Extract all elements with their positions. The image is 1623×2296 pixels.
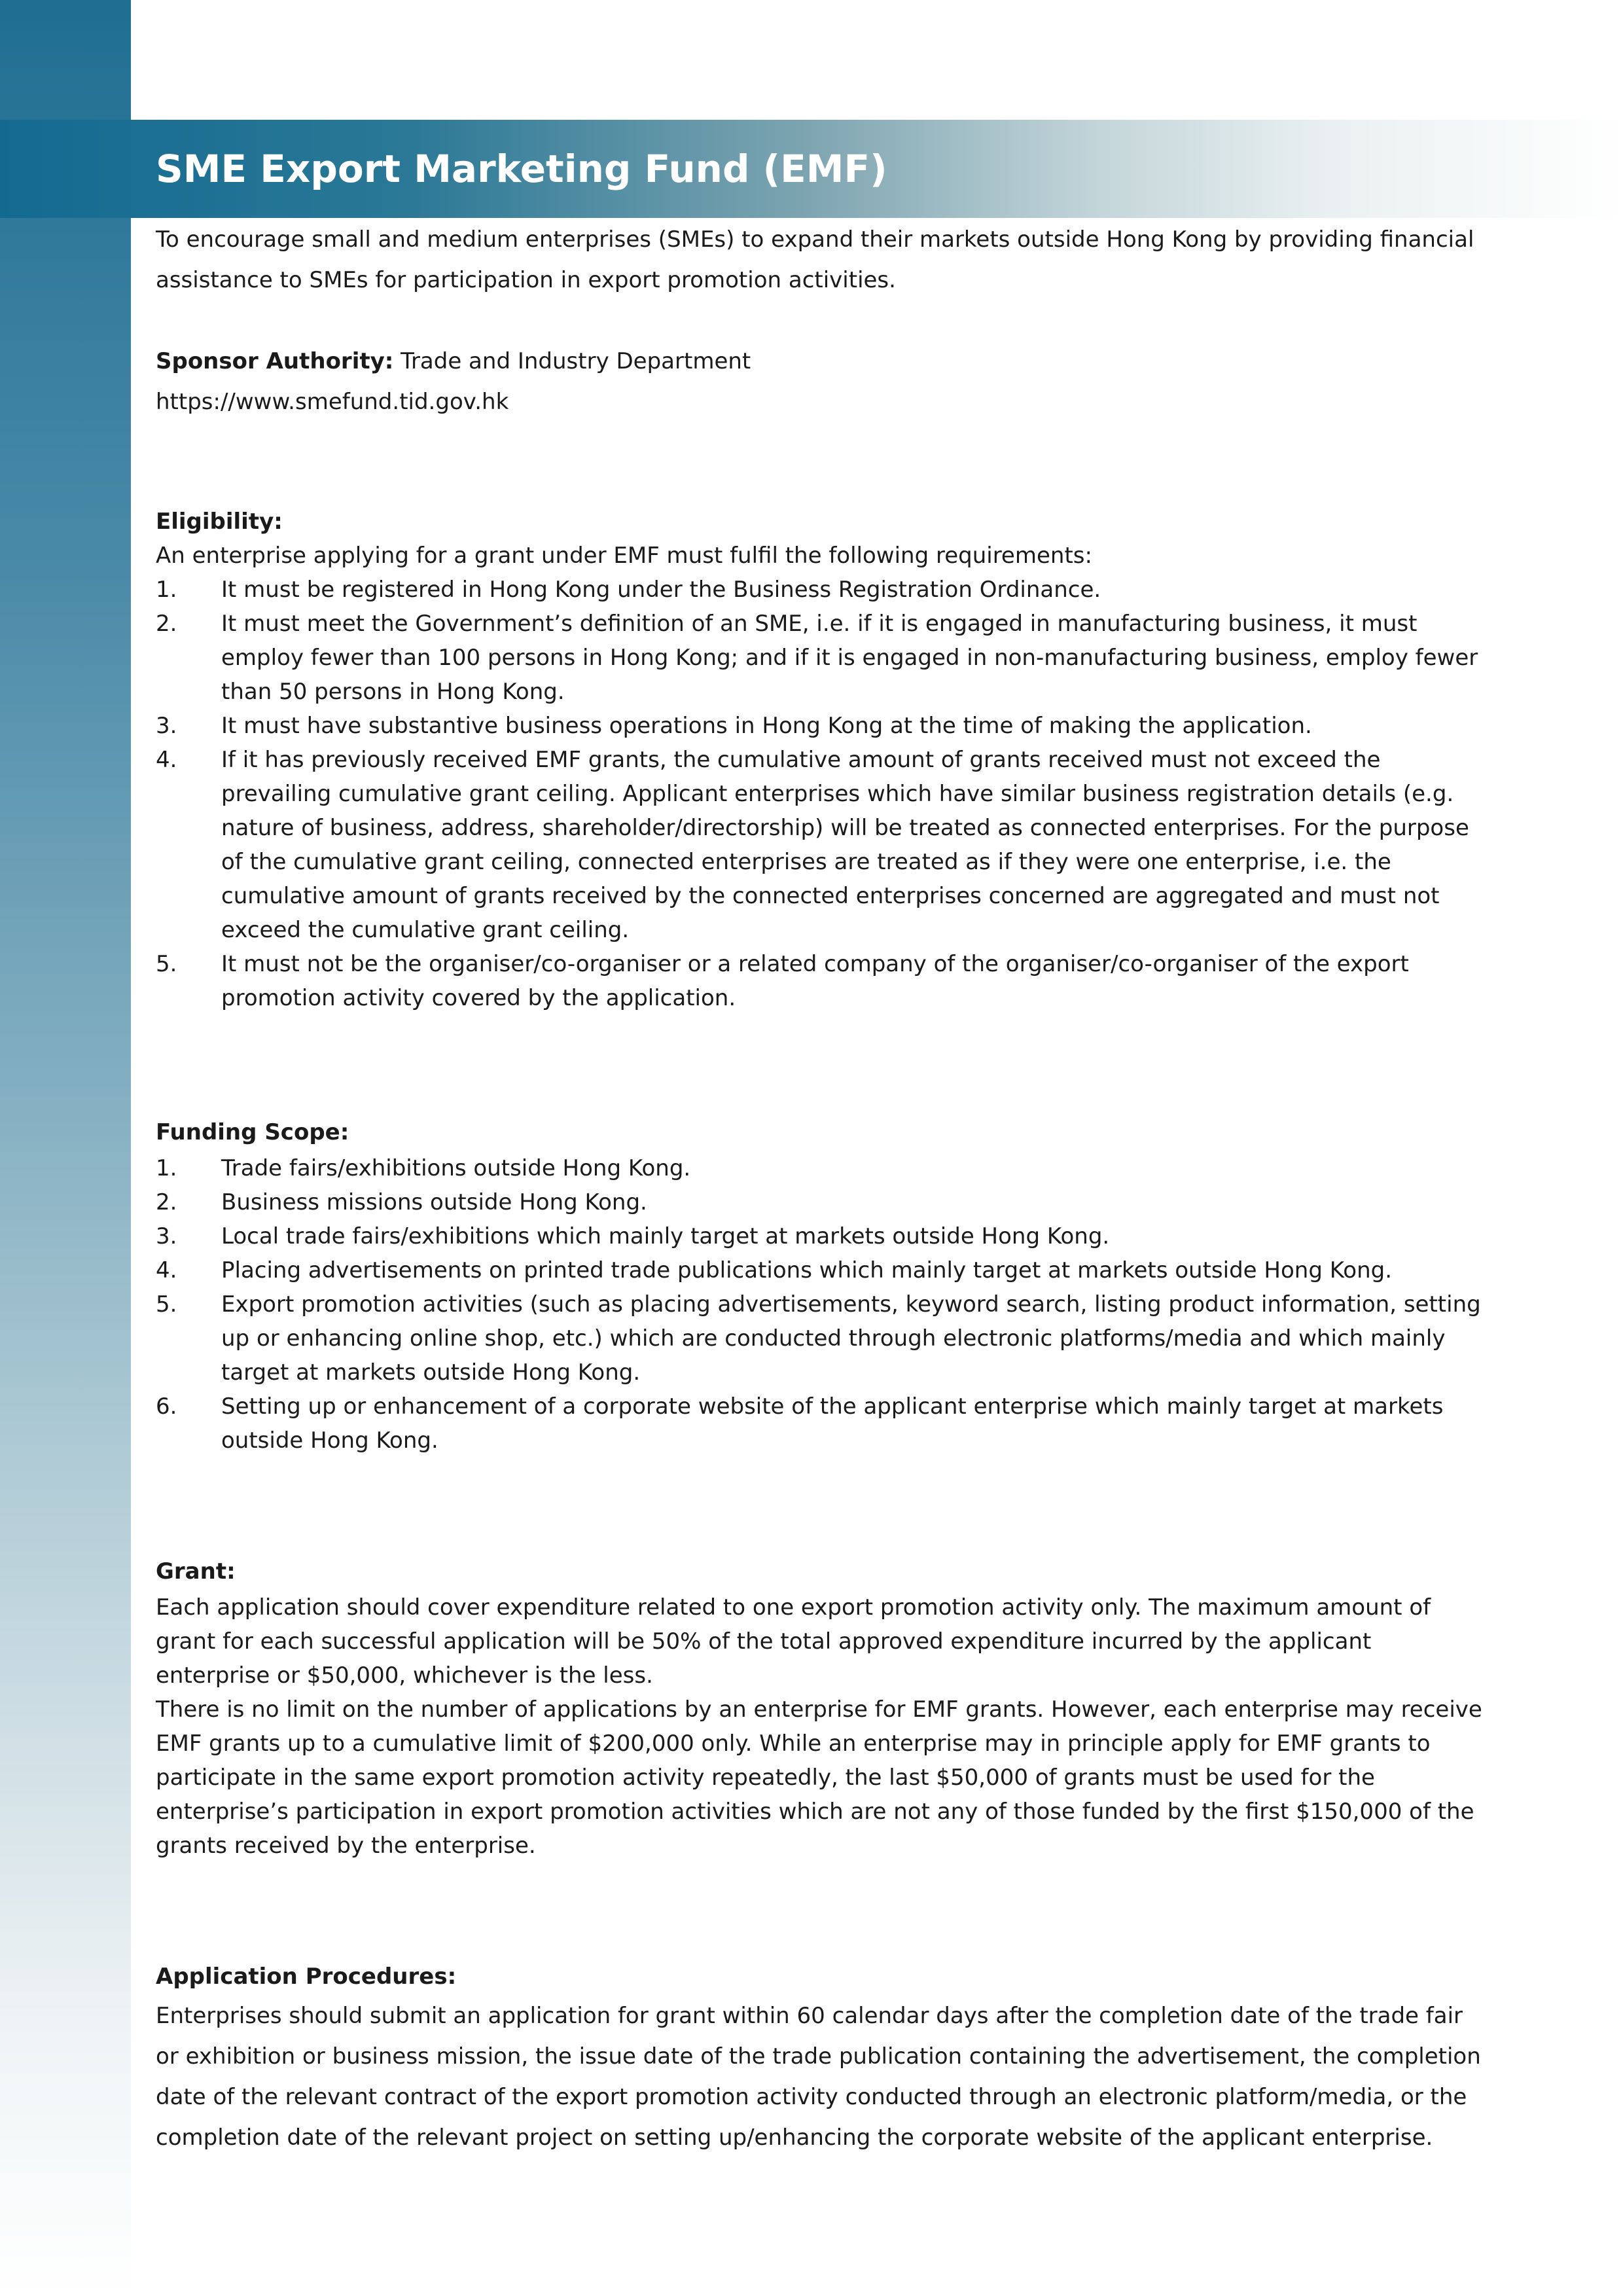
eligibility-lead: An enterprise applying for a grant under EMF must fulfil the following requirements:: [156, 543, 1092, 569]
item-text: It must have substantive business operations in Hong Kong at the time of making the application.: [221, 713, 1312, 739]
funding-scope-heading: Funding Scope:: [156, 1119, 349, 1145]
item-text: Placing advertisements on printed trade publications which mainly target at markets outside Hong Kong.: [221, 1257, 1393, 1283]
item-number: 5.: [156, 1291, 177, 1318]
item-number: 4.: [156, 1257, 177, 1283]
list-item: [156, 1151, 1491, 1185]
sponsor-section: [156, 341, 1491, 422]
list-item: [156, 1185, 1491, 1219]
list-item: [156, 1390, 1491, 1458]
eligibility-section: [156, 505, 1491, 1015]
item-number: 1.: [156, 1155, 177, 1181]
list-item: [156, 709, 1491, 743]
grant-paragraph: Each application should cover expenditure related to one export promotion activity only. The maximum amount of grant for each successful application will be 50% of the total approved expenditure incurred by the applicant enterprise or $50,000, whichever is the less.: [156, 1594, 1431, 1689]
list-item: [156, 947, 1491, 1015]
list-item: [156, 607, 1491, 709]
item-number: 2.: [156, 611, 177, 637]
list-item: [156, 573, 1491, 607]
item-text: Export promotion activities (such as placing advertisements, keyword search, listing product information, setting up or enhancing online shop, etc.) which are conducted through electronic platforms/media and which mainly target at markets outside Hong Kong.: [221, 1291, 1481, 1386]
eligibility-heading: Eligibility:: [156, 509, 283, 535]
list-item: [156, 1219, 1491, 1253]
application-section: [156, 1958, 1491, 2158]
item-number: 5.: [156, 951, 177, 977]
item-text: Business missions outside Hong Kong.: [221, 1189, 647, 1215]
decorative-sidebar: [0, 0, 131, 2296]
application-paragraph: Enterprises should submit an application for grant within 60 calendar days after the completion date of the trade fair or exhibition or business mission, the issue date of the trade publication containing the advertisement, the completion date of the relevant contract of the export promotion activity conducted through an electronic platform/media, or the completion date of the relevant project on setting up/enhancing the corporate website of the applicant enterprise.: [156, 2003, 1481, 2151]
sponsor-value: Trade and Industry Department: [393, 348, 751, 374]
eligibility-list: [156, 573, 1491, 1015]
item-number: 2.: [156, 1189, 177, 1215]
item-text: If it has previously received EMF grants, the cumulative amount of grants received must not exceed the prevailing cumulative grant ceiling. Applicant enterprises which have similar business registration details (e.g. nature of business, address, shareholder/directorship) will be treated as connected enterprises. For the purpose of the cumulative grant ceiling, connected enterprises are treated as if they were one enterprise, i.e. the cumulative amount of grants received by the connected enterprises concerned are aggregated and must not exceed the cumulative grant ceiling.: [221, 747, 1469, 943]
item-number: 6.: [156, 1393, 177, 1420]
item-text: It must be registered in Hong Kong under the Business Registration Ordinance.: [221, 577, 1101, 603]
list-item: [156, 1287, 1491, 1390]
grant-heading: Grant:: [156, 1558, 236, 1585]
item-text: It must not be the organiser/co-organiser or a related company of the organiser/co-organiser of the export promotion activity covered by the application.: [221, 951, 1409, 1011]
item-number: 4.: [156, 747, 177, 773]
funding-scope-section: [156, 1113, 1491, 1458]
grant-paragraph: There is no limit on the number of applications by an enterprise for EMF grants. However, each enterprise may receive EMF grants up to a cumulative limit of $200,000 only. While an enterprise may in principle apply for EMF grants to participate in the same export promotion activity repeatedly, the last $50,000 of grants must be used for the enterprise’s participation in export promotion activities which are not any of those funded by the first $150,000 of the grants received by the enterprise.: [156, 1696, 1482, 1859]
item-text: Trade fairs/exhibitions outside Hong Kong.: [221, 1155, 691, 1181]
document-body: [156, 219, 1491, 2158]
item-text: Local trade fairs/exhibitions which mainly target at markets outside Hong Kong.: [221, 1223, 1110, 1249]
sponsor-url: https://www.smefund.tid.gov.hk: [156, 389, 509, 415]
sponsor-line: [156, 341, 1491, 382]
application-heading: Application Procedures:: [156, 1964, 457, 1990]
item-text: Setting up or enhancement of a corporate website of the applicant enterprise which mainly target at markets outside Hong Kong.: [221, 1393, 1444, 1454]
grant-section: [156, 1552, 1491, 1863]
page-title: SME Export Marketing Fund (EMF): [156, 147, 887, 191]
funding-scope-list: [156, 1151, 1491, 1458]
sponsor-label: Sponsor Authority:: [156, 348, 394, 374]
list-item: [156, 1253, 1491, 1287]
list-item: [156, 743, 1491, 947]
item-text: It must meet the Government’s definition of an SME, i.e. if it is engaged in manufacturing business, it must employ fewer than 100 persons in Hong Kong; and if it is engaged in non-manufacturing business, employ fewer than 50 persons in Hong Kong.: [221, 611, 1478, 705]
item-number: 1.: [156, 577, 177, 603]
item-number: 3.: [156, 713, 177, 739]
item-number: 3.: [156, 1223, 177, 1249]
intro-paragraph: To encourage small and medium enterprises (SMEs) to expand their markets outside Hong Kong by providing financial assistance to SMEs for participation in export promotion activities.: [156, 226, 1474, 293]
